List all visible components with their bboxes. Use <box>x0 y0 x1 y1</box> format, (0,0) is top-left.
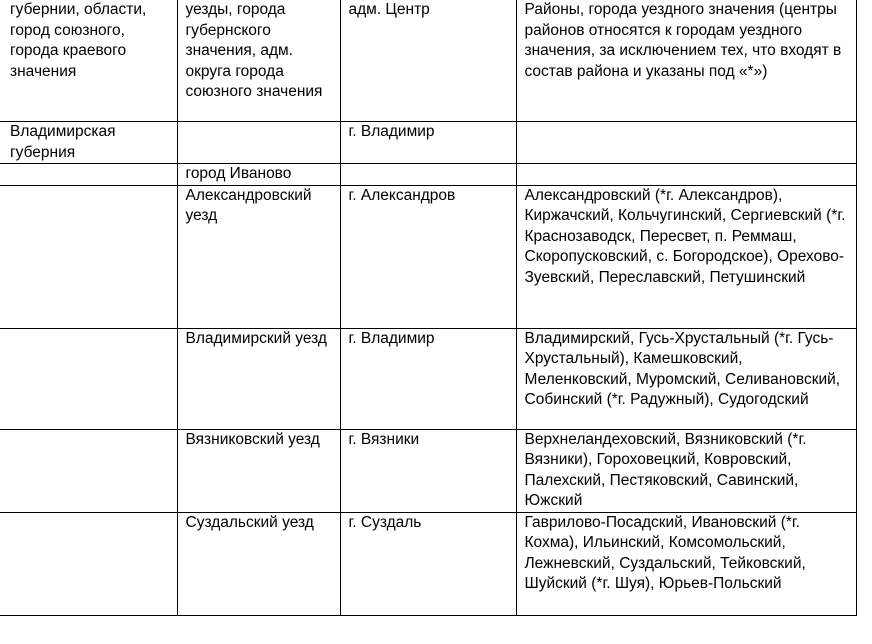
table-row <box>0 164 856 186</box>
region-cell <box>0 328 177 429</box>
region-cell <box>0 164 177 186</box>
header-district-cell: уезды, города губернского значения, адм. округа города союзного значения <box>177 0 340 122</box>
region-cell <box>0 429 177 512</box>
areas-cell: Верхнеландеховский, Вязниковский (*г. Вязники), Гороховецкий, Ковровский, Палехский, Пестяковский, Савинский, Южский <box>516 429 856 512</box>
areas-cell: Владимирский, Гусь-Хрустальный (*г. Гусь-Хрустальный), Камешковский, Меленковский, Муромский, Селивановский, Собинский (*г. Радужный), Судогодский <box>516 328 856 429</box>
region-cell: Владимирская губерния <box>0 122 177 164</box>
table-row <box>0 122 856 164</box>
table-header-row <box>0 0 856 122</box>
district-cell: Владимирский уезд <box>177 328 340 429</box>
table-row <box>0 328 856 429</box>
header-areas-cell: Районы, города уездного значения (центры районов относятся к городам уездного значения, за исключением тех, что входят в состав района и указаны под «*») <box>516 0 856 122</box>
header-region-cell: губернии, области, город союзного, города краевого значения <box>0 0 177 122</box>
areas-cell: Александровский (*г. Александров), Киржачский, Кольчугинский, Сергиевский (*г. Краснозаводск, Пересвет, п. Реммаш, Скоропусковский, с. Богородское), Орехово-Зуевский, Переславский, Петушинский <box>516 185 856 328</box>
center-cell: г. Владимир <box>340 328 516 429</box>
district-cell <box>177 122 340 164</box>
table-row <box>0 185 856 328</box>
district-cell: город Иваново <box>177 164 340 186</box>
header-center-cell: адм. Центр <box>340 0 516 122</box>
center-cell: г. Владимир <box>340 122 516 164</box>
center-cell: г. Вязники <box>340 429 516 512</box>
district-cell: Суздальский уезд <box>177 512 340 615</box>
table-row <box>0 512 856 615</box>
center-cell: г. Александров <box>340 185 516 328</box>
region-cell <box>0 185 177 328</box>
center-cell: г. Суздаль <box>340 512 516 615</box>
region-cell <box>0 512 177 615</box>
district-cell: Вязниковский уезд <box>177 429 340 512</box>
areas-cell: Гаврилово-Посадский, Ивановский (*г. Кохма), Ильинский, Комсомольский, Лежневский, Суздальский, Тейковский, Шуйский (*г. Шуя), Юрьев-Польский <box>516 512 856 615</box>
areas-cell <box>516 122 856 164</box>
table-row <box>0 429 856 512</box>
district-cell: Александровский уезд <box>177 185 340 328</box>
center-cell <box>340 164 516 186</box>
areas-cell <box>516 164 856 186</box>
